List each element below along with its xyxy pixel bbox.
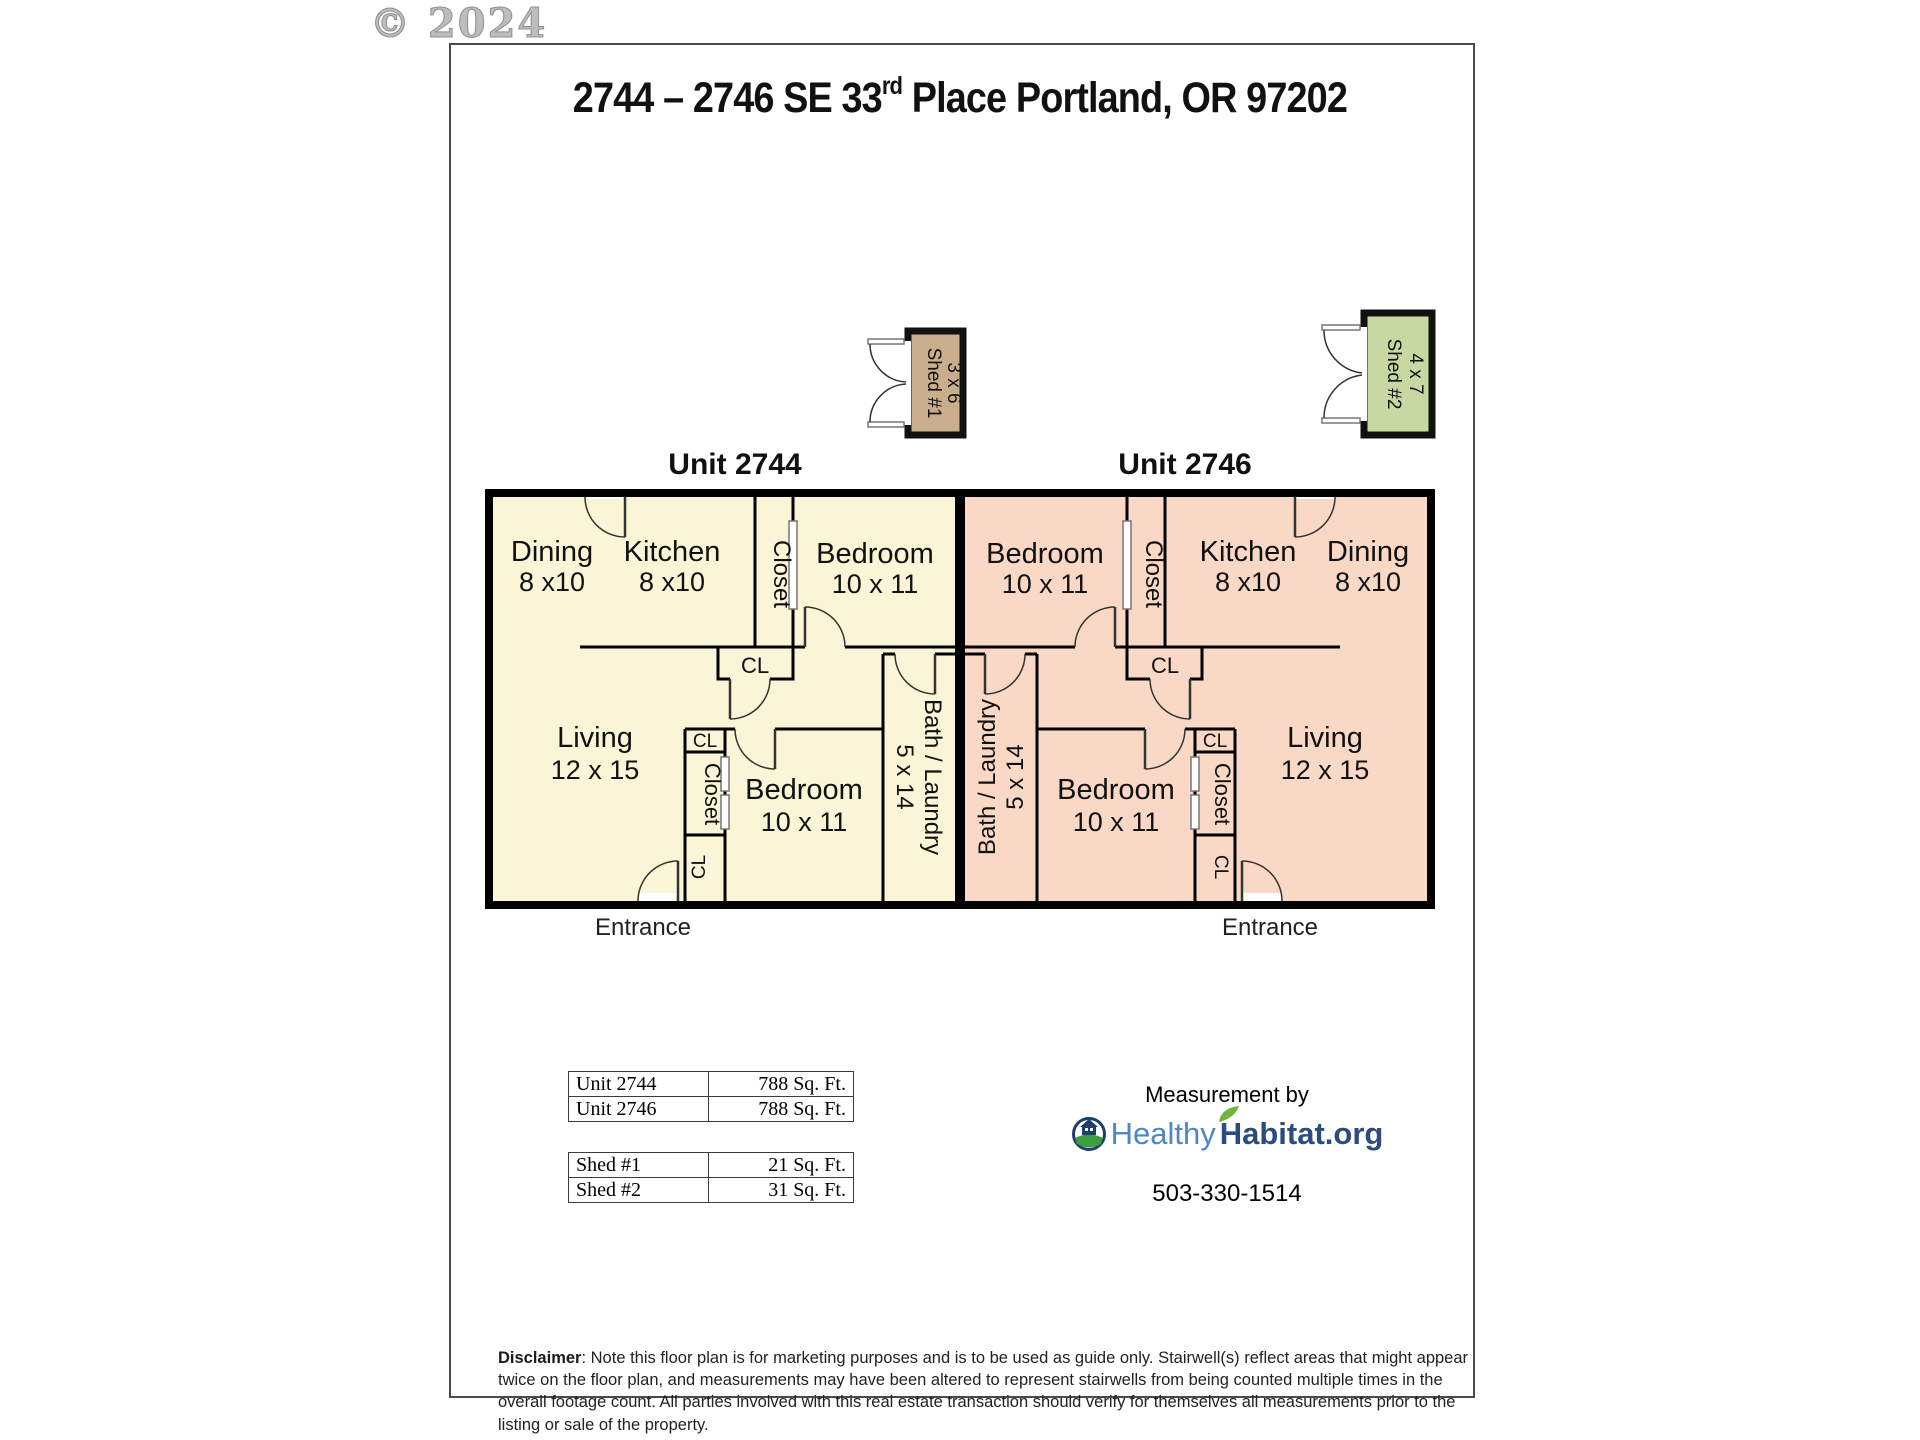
- shed-2-door-arc-bottom: [1324, 375, 1362, 418]
- unit-2744-cell: Unit 2744: [569, 1072, 709, 1097]
- room-bedroom-top: Bedroom: [816, 538, 934, 570]
- shed-2-door-leaf-bottom: [1322, 418, 1360, 423]
- hall-closet: CL: [1150, 653, 1180, 678]
- shed-1-door-arc-bottom: [870, 384, 906, 422]
- entry-closet: CL: [1210, 854, 1231, 880]
- room-closet-lower: Closet: [700, 762, 725, 826]
- shed-2: [1316, 309, 1438, 439]
- shed-1-label: Shed #1: [923, 347, 944, 419]
- table-row: [569, 1072, 854, 1097]
- shed-2-label: Shed #2: [1383, 338, 1404, 410]
- title-superscript: rd: [881, 72, 903, 100]
- page-title: [449, 72, 1471, 123]
- shed-1-area: 21 Sq. Ft.: [709, 1153, 854, 1178]
- shed-1-cell: Shed #1: [569, 1153, 709, 1178]
- svg-text:12 x 15: 12 x 15: [1280, 755, 1370, 785]
- table-row: [569, 1153, 854, 1178]
- room-bath-laundry: Bath / Laundry: [919, 698, 946, 856]
- shed-1-dims: 3 x 6: [943, 362, 964, 404]
- entry-closet: CL: [689, 854, 710, 880]
- shed-1: [862, 327, 968, 439]
- entrance-label-right: Entrance: [1221, 914, 1319, 941]
- shed-2-cell: Shed #2: [569, 1178, 709, 1203]
- shed-2-door-arc-top: [1324, 330, 1362, 373]
- unit-2746-area: 788 Sq. Ft.: [709, 1097, 854, 1122]
- room-kitchen: Kitchen: [623, 536, 721, 568]
- svg-text:5 x 14: 5 x 14: [1002, 744, 1029, 810]
- shed-2-area: 31 Sq. Ft.: [709, 1178, 854, 1203]
- disclaimer-label: Disclaimer: [498, 1348, 582, 1367]
- small-closet: CL: [692, 731, 718, 752]
- unit-2746-cell: Unit 2746: [569, 1097, 709, 1122]
- logo-word-habitat: Habitat.org: [1219, 1116, 1384, 1151]
- leaf-icon: [1217, 1104, 1243, 1124]
- svg-text:10 x 11: 10 x 11: [1001, 569, 1089, 599]
- shed-1-door-gap: [902, 341, 911, 425]
- hall-closet: CL: [740, 653, 770, 678]
- unit-2744-label: Unit 2744: [668, 448, 802, 481]
- shed-area-table: [568, 1152, 854, 1203]
- unit-2744-area: 788 Sq. Ft.: [709, 1072, 854, 1097]
- room-closet-top: Closet: [1140, 539, 1167, 609]
- unit-area-table: [568, 1071, 854, 1122]
- table-row: [569, 1097, 854, 1122]
- phone-number: 503-330-1514: [1152, 1180, 1302, 1207]
- shed-1-door-leaf-top: [868, 339, 904, 344]
- svg-text:8 x10: 8 x10: [1214, 567, 1282, 597]
- table-row: [569, 1178, 854, 1203]
- room-closet-top: Closet: [768, 539, 795, 609]
- shed-2-door-leaf-top: [1322, 325, 1360, 330]
- room-bedroom-lower: Bedroom: [745, 774, 863, 806]
- title-prefix: 2744 – 2746 SE 33: [572, 74, 882, 122]
- room-closet-lower: Closet: [1210, 762, 1235, 826]
- svg-text:10 x 11: 10 x 11: [831, 569, 919, 599]
- shed-1-door-leaf-bottom: [868, 422, 904, 427]
- floor-plan-drawing: [485, 489, 1435, 909]
- disclaimer-text: : Note this floor plan is for marketing purposes and is to be used as guide only. Stairwell(s) reflect areas that might appear twice on the floor plan, and measurements may have been altered to represent stairwells from being counted multiple times in the overall footage count. All parties involved with this real estate transaction should verify for themselves all measurements prior to the listing or sale of the property.: [498, 1348, 1469, 1434]
- svg-text:8 x10: 8 x10: [518, 567, 586, 597]
- shed-2-dims: 4 x 7: [1405, 353, 1426, 395]
- disclaimer: [498, 1347, 1470, 1437]
- svg-text:10 x 11: 10 x 11: [1072, 807, 1160, 837]
- svg-text:10 x 11: 10 x 11: [760, 807, 848, 837]
- entrance-label-left: Entrance: [594, 914, 692, 941]
- room-living: Living: [557, 722, 633, 754]
- room-living: Living: [1287, 722, 1363, 754]
- room-kitchen: Kitchen: [1199, 536, 1297, 568]
- logo-word-healthy: Healthy: [1110, 1116, 1216, 1151]
- globe-icon: [1071, 1116, 1107, 1152]
- svg-text:8 x10: 8 x10: [638, 567, 706, 597]
- room-bedroom-lower: Bedroom: [1057, 774, 1175, 806]
- room-bedroom-top: Bedroom: [986, 538, 1104, 570]
- svg-text:12 x 15: 12 x 15: [550, 755, 640, 785]
- svg-text:8 x10: 8 x10: [1334, 567, 1402, 597]
- room-dining: Dining: [1326, 536, 1410, 568]
- svg-text:5 x 14: 5 x 14: [891, 744, 918, 810]
- room-dining: Dining: [510, 536, 594, 568]
- room-bath-laundry: Bath / Laundry: [974, 698, 1001, 856]
- shed-1-door-arc-top: [870, 344, 906, 382]
- title-suffix: Place Portland, OR 97202: [902, 74, 1348, 122]
- small-closet: CL: [1202, 731, 1228, 752]
- measurement-caption: Measurement by: [1145, 1082, 1309, 1107]
- unit-2746-label: Unit 2746: [1118, 448, 1252, 481]
- shed-2-door-gap: [1358, 327, 1367, 421]
- copyright-watermark: © 2024: [370, 0, 548, 47]
